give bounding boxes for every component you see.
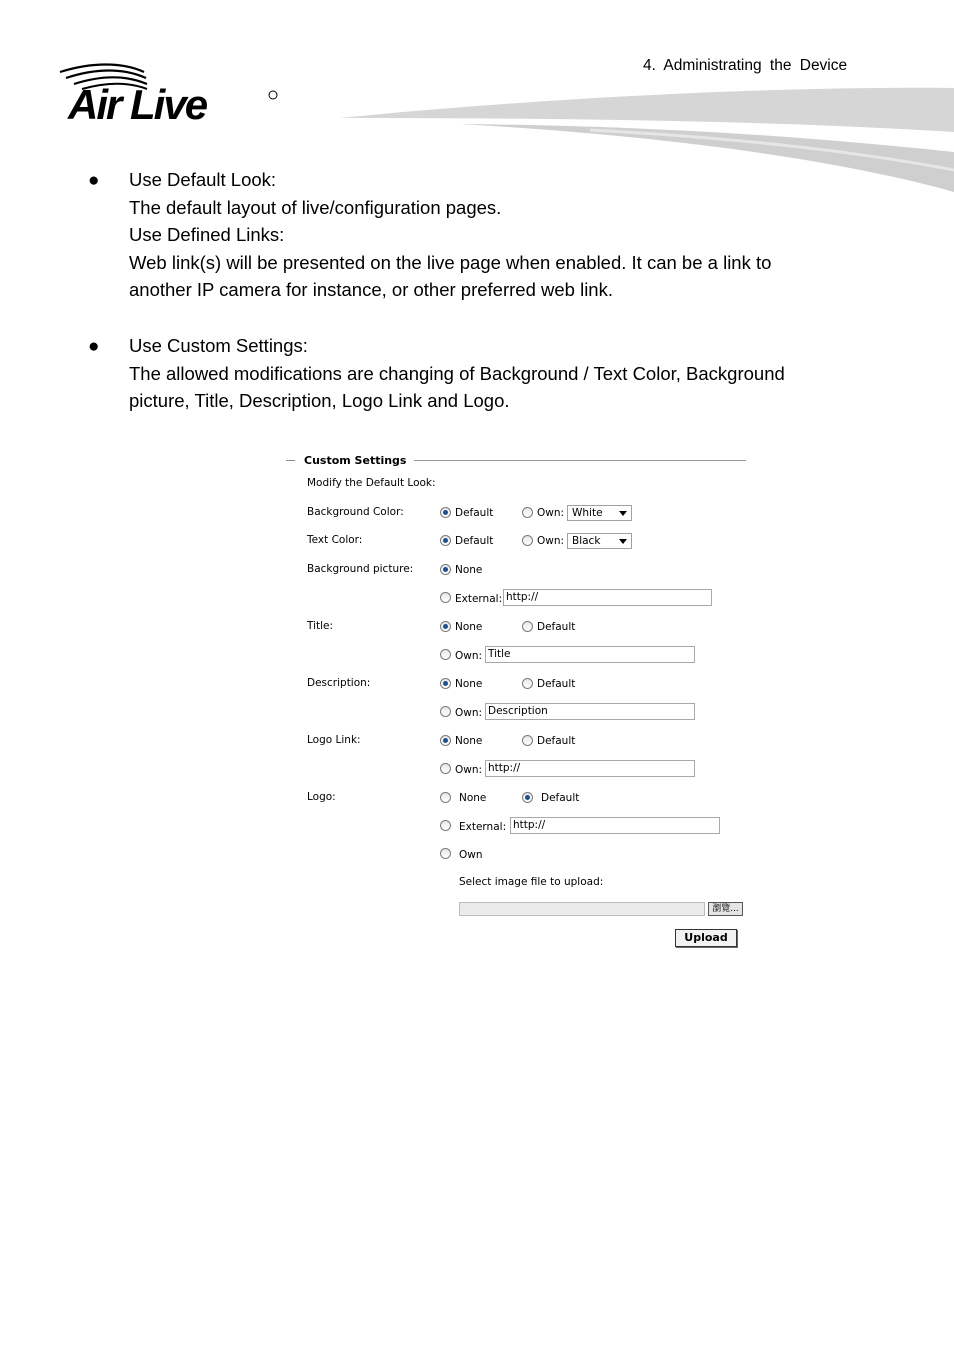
airlive-logo	[52, 58, 282, 128]
bg-color-own-radio[interactable]	[522, 507, 533, 518]
description-input[interactable]: Description	[485, 703, 695, 720]
bullet-dot: ●	[88, 170, 100, 191]
select-value: Black	[572, 535, 601, 547]
section-header: 4. Administrating the Device	[643, 57, 848, 74]
fieldset-border	[414, 460, 746, 461]
fieldset-border	[286, 460, 295, 461]
text-line: Use Defined Links:	[129, 224, 285, 246]
description-own-radio[interactable]	[440, 706, 451, 717]
title-default-radio[interactable]	[522, 621, 533, 632]
text-color-default-radio[interactable]	[440, 535, 451, 546]
option-label: Own:	[455, 650, 483, 662]
text-line: The allowed modifications are changing of Background / Text Color, Background	[129, 362, 785, 384]
logo-default-radio[interactable]	[522, 792, 533, 803]
option-label: Own:	[537, 535, 565, 547]
chevron-down-icon	[619, 539, 627, 544]
file-path-field[interactable]	[459, 902, 705, 916]
description-none-radio[interactable]	[440, 678, 451, 689]
option-label: Own:	[455, 707, 483, 719]
logo-own-radio[interactable]	[440, 848, 451, 859]
title-input[interactable]: Title	[485, 646, 695, 663]
upload-prompt: Select image file to upload:	[459, 876, 604, 888]
text-color-own-radio[interactable]	[522, 535, 533, 546]
option-label: Default	[455, 535, 494, 547]
bg-color-select[interactable]	[567, 505, 632, 521]
text-line: Use Default Look:	[129, 169, 277, 190]
bg-color-label: Background Color:	[307, 506, 404, 518]
select-value: White	[572, 507, 603, 519]
option-label: None	[455, 735, 483, 747]
text-color-select[interactable]	[567, 533, 632, 549]
bullet-text-default-look	[129, 166, 771, 304]
logo-link-none-radio[interactable]	[440, 735, 451, 746]
title-none-radio[interactable]	[440, 621, 451, 632]
option-label: External:	[455, 593, 503, 605]
fieldset-legend: Custom Settings	[304, 454, 407, 467]
logo-link-label: Logo Link:	[307, 734, 361, 746]
logo-link-own-radio[interactable]	[440, 763, 451, 774]
option-label: Default	[537, 678, 576, 690]
bullet-dot: ●	[88, 336, 100, 357]
bg-picture-external-radio[interactable]	[440, 592, 451, 603]
title-own-radio[interactable]	[440, 649, 451, 660]
text-line: Use Custom Settings:	[129, 335, 308, 356]
logo-external-radio[interactable]	[440, 820, 451, 831]
bg-picture-none-radio[interactable]	[440, 564, 451, 575]
logo-link-default-radio[interactable]	[522, 735, 533, 746]
option-label: Default	[541, 792, 580, 804]
text-color-label: Text Color:	[307, 534, 363, 546]
custom-settings-panel	[280, 448, 750, 958]
text-line: another IP camera for instance, or other preferred web link.	[129, 279, 613, 301]
logo-label: Logo:	[307, 791, 336, 803]
option-label: Default	[455, 507, 494, 519]
option-label: Default	[537, 735, 576, 747]
text-line: picture, Title, Description, Logo Link and Logo.	[129, 390, 510, 412]
option-label: None	[455, 678, 483, 690]
logo-link-input[interactable]: http://	[485, 760, 695, 777]
bg-picture-label: Background picture:	[307, 563, 414, 575]
logo-none-radio[interactable]	[440, 792, 451, 803]
option-label: Own:	[537, 507, 565, 519]
option-label: Own:	[455, 764, 483, 776]
title-label: Title:	[307, 620, 334, 632]
option-label: None	[459, 792, 487, 804]
svg-text:Air Live: Air Live	[68, 81, 207, 128]
option-label: Own	[459, 849, 483, 861]
chevron-down-icon	[619, 511, 627, 516]
browse-button[interactable]: 瀏覽...	[708, 902, 743, 916]
option-label: Default	[537, 621, 576, 633]
intro-label: Modify the Default Look:	[307, 477, 436, 489]
upload-button[interactable]: Upload	[675, 929, 737, 947]
description-label: Description:	[307, 677, 371, 689]
text-line: The default layout of live/configuration pages.	[129, 196, 502, 218]
option-label: None	[455, 621, 483, 633]
bg-color-default-radio[interactable]	[440, 507, 451, 518]
option-label: External:	[459, 821, 507, 833]
option-label: None	[455, 564, 483, 576]
text-line: Web link(s) will be presented on the live page when enabled. It can be a link to	[129, 251, 772, 273]
bullet-text-custom-settings	[129, 332, 785, 415]
bg-picture-url-input[interactable]: http://	[503, 589, 712, 606]
description-default-radio[interactable]	[522, 678, 533, 689]
logo-external-input[interactable]: http://	[510, 817, 720, 834]
